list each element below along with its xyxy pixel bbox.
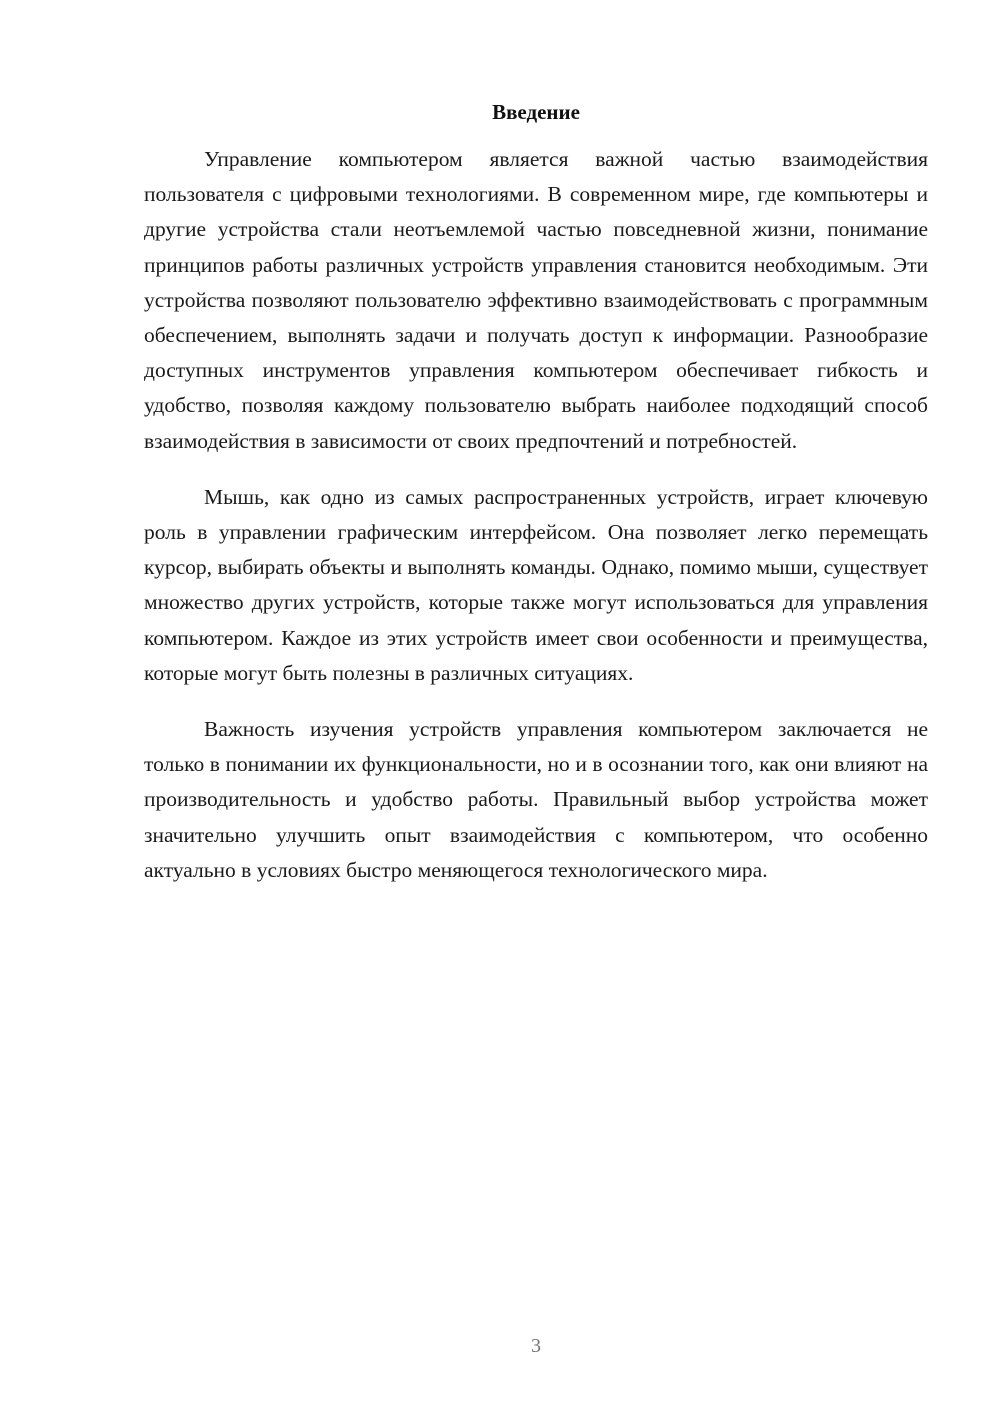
paragraph-2: Мышь, как одно из самых распространенных устройств, играет ключевую роль в управлении графическим интерфейсом. Она позволяет легко перемещать курсор, выбирать объекты и выполнять команды. Однако, помимо мыши, существует множество других устройств, которые также могут использоваться для управления компьютером. Каждое из этих устройств имеет свои особенности и преимущества, которые могут быть полезны в различных ситуациях. [144,484,928,685]
page-number: 3 [531,1335,541,1357]
paragraph-1: Управление компьютером является важной частью взаимодействия пользователя с цифровыми технологиями. В современном мире, где компьютеры и другие устройства стали неотъемлемой частью повседневной жизни, понимание принципов работы различных устройств управления становится необходимым. Эти устройства позволяют пользователю эффективно взаимодействовать с программным обеспечением, выполнять задачи и получать доступ к информации. Разнообразие доступных инструментов управления компьютером обеспечивает гибкость и удобство, позволяя каждому пользователю выбрать наиболее подходящий способ взаимодействия в зависимости от своих предпочтений и потребностей. [144,147,928,453]
paragraph-3: Важность изучения устройств управления компьютером заключается не только в понимании их функциональности, но и в осознании того, как они влияют на производительность и удобство работы. Правильный выбор устройства может значительно улучшить опыт взаимодействия с компьютером, что особенно актуально в условиях быстро меняющегося технологического мира. [144,717,928,882]
body-text [144,142,928,909]
page-title: Введение [492,100,580,124]
